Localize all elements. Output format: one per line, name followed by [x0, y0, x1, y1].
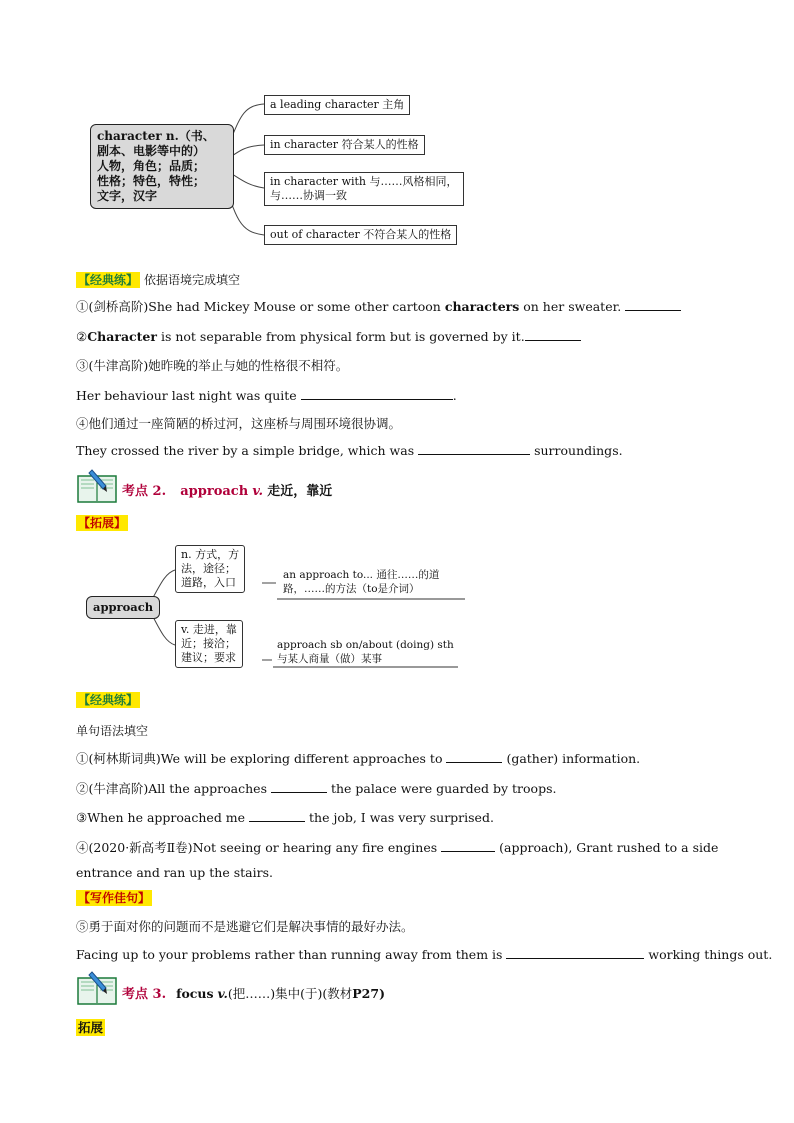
section-subtitle: 单句语法填空 — [76, 724, 149, 738]
center-line: 文字，汉字 — [97, 189, 158, 203]
question-1 — [76, 298, 681, 315]
box-line: 法，途径； — [181, 562, 236, 575]
answer-blank[interactable] — [506, 946, 644, 959]
classic-practice-tag: 【经典练】 — [78, 273, 139, 287]
phrase-line: 与某人商量（做）某事 — [277, 653, 382, 665]
q-text: When he approached me — [87, 810, 246, 825]
q-source: (牛津高阶) — [88, 358, 149, 373]
approach-center-box — [86, 596, 160, 619]
branch-text: a leading character 主角 — [270, 98, 405, 111]
q-text: the job, I was very surprised. — [309, 810, 494, 825]
point-label: 考点 3. — [122, 987, 167, 1002]
point-pos: v. — [217, 986, 228, 1001]
q-text: on her sweater. — [519, 299, 622, 314]
point-ref: P27) — [352, 986, 385, 1001]
s2-question-3 — [76, 809, 494, 826]
branch-leading-character — [264, 95, 410, 115]
q-text: (approach), Grant rushed to a side — [499, 840, 719, 855]
q-text: . — [452, 388, 457, 403]
q-num: ③ — [76, 810, 88, 825]
branch-in-character-with — [264, 172, 464, 206]
center-line: 人物，角色；品质； — [97, 159, 206, 173]
phrase-line: approach sb on/about (doing) sth — [277, 639, 454, 651]
s2-question-4 — [76, 839, 718, 856]
box-line: 近；接洽； — [181, 637, 236, 650]
q-num: ② — [76, 781, 89, 796]
q-source: (剑桥高阶) — [88, 299, 149, 314]
answer-blank[interactable] — [301, 387, 453, 400]
box-line: n. 方式，方 — [181, 548, 240, 561]
q-text: is not separable from physical form but is governed by it. — [156, 329, 525, 344]
q-text: entrance and ran up the stairs. — [76, 865, 273, 880]
expand2-header — [76, 1020, 105, 1036]
q-chinese: 她昨晚的举止与她的性格很不相符。 — [148, 358, 349, 373]
point-word: focus — [176, 986, 214, 1001]
q-text: We will be exploring different approaches to — [160, 751, 443, 766]
classic-practice-tag: 【经典练】 — [78, 693, 139, 707]
approach-noun-phrase — [283, 568, 439, 596]
point-meaning: (把……)集中(于)(教材 — [227, 986, 353, 1001]
branch-in-character — [264, 135, 425, 155]
q-source: (柯林斯词典) — [88, 751, 161, 766]
answer-blank[interactable] — [271, 780, 327, 793]
q-text: Her behaviour last night was quite — [76, 388, 297, 403]
box-line: 道路，入口 — [181, 576, 236, 589]
section2-subtitle — [76, 723, 148, 739]
answer-blank[interactable] — [441, 839, 495, 852]
branch-text: 与……协调一致 — [270, 189, 347, 202]
expand2-tag: 拓展 — [78, 1020, 104, 1035]
center-line: character n.（书、 — [97, 129, 215, 143]
phrase-line: 路，……的方法（to是介词） — [283, 583, 420, 595]
section2-header — [76, 692, 140, 708]
q-source: (2020·新高考Ⅱ卷) — [88, 840, 193, 855]
center-word: approach — [93, 600, 154, 614]
q-text: They crossed the river by a simple bridge, which was — [76, 443, 415, 458]
answer-blank[interactable] — [249, 809, 305, 822]
writing-header — [76, 890, 152, 906]
q-num: ① — [76, 751, 89, 766]
question-3-en — [76, 387, 457, 404]
q-text: the palace were guarded by troops. — [330, 781, 557, 796]
answer-blank[interactable] — [418, 442, 530, 455]
expand-header — [76, 515, 128, 531]
section1-instruction: 依据语境完成填空 — [144, 273, 241, 287]
phrase-line: an approach to... 通往……的道 — [283, 569, 440, 581]
q-text: She had Mickey Mouse or some other cartoon — [148, 299, 445, 314]
q-text: (gather) information. — [506, 751, 641, 766]
branch-text: in character 符合某人的性格 — [270, 138, 419, 151]
box-line: v. 走进，靠 — [181, 623, 237, 636]
center-line: 性格；特色，特性； — [97, 174, 206, 188]
q-keyword: characters — [444, 299, 520, 314]
question-4-en — [76, 442, 623, 459]
answer-blank[interactable] — [446, 750, 502, 763]
q-num: ⑤ — [76, 919, 89, 934]
answer-blank[interactable] — [525, 328, 581, 341]
q-text: All the approaches — [148, 781, 267, 796]
q-chinese: 勇于面对你的问题而不是逃避它们是解决事情的最好办法。 — [88, 919, 414, 934]
question-4-cn — [76, 416, 401, 432]
q-keyword: Character — [87, 329, 157, 344]
q-num: ④ — [76, 416, 89, 431]
q-num: ① — [76, 299, 89, 314]
box-line: 建议；要求 — [181, 651, 236, 664]
point-meaning: 走近，靠近 — [267, 484, 333, 499]
expand-tag: 【拓展】 — [78, 516, 127, 530]
s2-question-2 — [76, 780, 556, 797]
center-line: 剧本、电影等中的） — [97, 144, 206, 158]
question-3-cn — [76, 358, 348, 374]
q-num: ③ — [76, 358, 89, 373]
question-2 — [76, 328, 581, 345]
q-source: (牛津高阶) — [88, 781, 149, 796]
writing-tag: 【写作佳句】 — [78, 891, 151, 905]
q-text: Not seeing or hearing any fire engines — [192, 840, 438, 855]
q-text: surroundings. — [534, 443, 623, 458]
writing-q5-cn — [76, 919, 414, 935]
branch-out-of-character — [264, 225, 457, 245]
q-text: working things out. — [648, 947, 773, 962]
q-text: Facing up to your problems rather than running away from them is — [76, 947, 503, 962]
approach-verb-box — [175, 620, 243, 668]
q-chinese: 他们通过一座简陋的桥过河，这座桥与周围环境很协调。 — [88, 416, 402, 431]
answer-blank[interactable] — [625, 298, 681, 311]
point-label: 考点 2. — [122, 484, 167, 499]
q-num: ④ — [76, 840, 89, 855]
branch-text: in character with 与……风格相同， — [270, 175, 458, 188]
approach-verb-phrase — [277, 638, 454, 666]
s2-question-1 — [76, 750, 640, 767]
section1-header — [76, 272, 240, 288]
branch-text: out of character 不符合某人的性格 — [270, 228, 452, 241]
writing-q5-en — [76, 946, 772, 963]
character-definition-box — [90, 124, 234, 209]
q-num: ② — [76, 329, 88, 344]
approach-noun-box — [175, 545, 245, 593]
point-word: approach — [180, 484, 249, 499]
s2-question-4-line2 — [76, 865, 273, 881]
point-pos: v. — [252, 484, 264, 499]
